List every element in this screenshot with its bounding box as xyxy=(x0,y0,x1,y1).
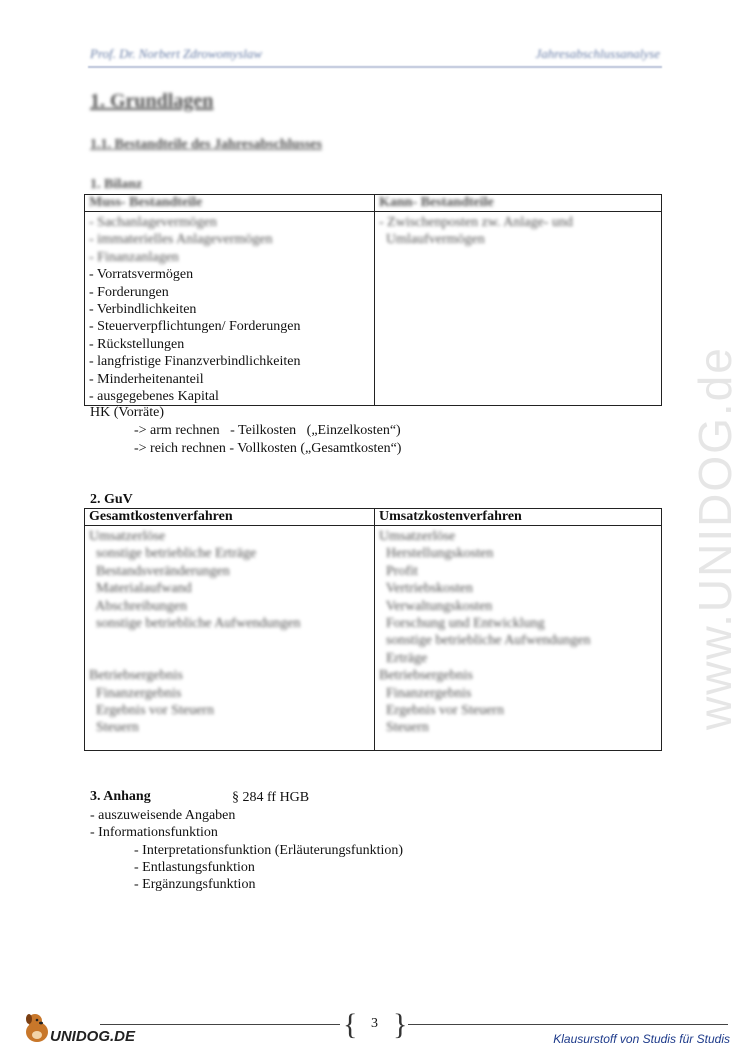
anhang-subitem: - Interpretationsfunktion (Erläuterungsfunktion) xyxy=(134,843,404,858)
guv-item-blurred: Finanzergebnis xyxy=(89,685,182,701)
bilanz-col2-cell xyxy=(375,212,662,406)
guv-item-blurred: Materialaufwand xyxy=(89,581,192,597)
guv-item-blurred: Ergebnis vor Steuern xyxy=(89,703,214,719)
guv-col1-header: Gesamtkostenverfahren xyxy=(85,509,375,526)
bilanz-item: - Rückstellungen xyxy=(89,336,185,352)
header-document-title: Jahresabschlussanalyse xyxy=(535,46,660,61)
guv-spacer xyxy=(89,632,370,649)
guv-col2-header: Umsatzkostenverfahren xyxy=(375,509,662,526)
hk-line-1: -> arm rechnen - Teilkosten („Einzelkosten“) xyxy=(134,423,401,438)
guv-item-blurred: Umsatzerlöse xyxy=(89,529,166,544)
bilanz-item: - Minderheitenanteil xyxy=(89,371,204,387)
bilanz-item-blurred: - Finanzanlagen xyxy=(89,249,179,265)
anhang-subitem: - Entlastungsfunktion xyxy=(134,860,255,875)
guv-item-blurred: Betriebsergebnis xyxy=(379,668,473,684)
guv-col1-cell xyxy=(85,526,375,751)
bilanz-item-blurred: - immaterielles Anlagevermögen xyxy=(89,232,273,248)
anhang-heading: 3. Anhang xyxy=(90,789,151,804)
footer-tagline: Klausurstoff von Studis für Studis xyxy=(553,1032,730,1046)
guv-item-blurred: Steuern xyxy=(89,720,139,736)
guv-item-blurred: Bestandsveränderungen xyxy=(89,563,230,579)
guv-item-blurred: Erträge xyxy=(379,650,428,666)
footer-line-left xyxy=(100,1024,340,1025)
guv-item-blurred: Umsatzerlöse xyxy=(379,529,456,544)
guv-item-blurred: Profit xyxy=(379,563,418,579)
page-number: 3 xyxy=(371,1016,378,1031)
guv-spacer xyxy=(89,650,370,667)
guv-item-blurred: Herstellungskosten xyxy=(379,546,494,562)
bilanz-item: - Forderungen xyxy=(89,284,169,300)
hk-line-2: -> reich rechnen - Vollkosten („Gesamtkosten“) xyxy=(134,441,402,456)
guv-item-blurred: Verwaltungskosten xyxy=(379,598,493,614)
bilanz-item: - langfristige Finanzverbindlichkeiten xyxy=(89,354,301,370)
guv-table xyxy=(84,508,662,751)
header-divider xyxy=(88,66,662,68)
section-subtitle: 1.1. Bestandteile des Jahresabschlusses xyxy=(90,137,322,152)
anhang-item: - Informationsfunktion xyxy=(90,825,218,840)
guv-item-blurred: Abschreibungen xyxy=(89,598,187,614)
guv-item-blurred: Finanzergebnis xyxy=(379,685,472,701)
bilanz-heading: 1. Bilanz xyxy=(90,177,143,192)
guv-item-blurred: Betriebsergebnis xyxy=(89,668,183,684)
guv-item-blurred: sonstige betriebliche Aufwendungen xyxy=(89,616,301,632)
footer-bracket-left: { xyxy=(343,1008,358,1041)
guv-item-blurred: Forschung und Entwicklung xyxy=(379,616,545,632)
guv-heading: 2. GuV xyxy=(90,492,133,507)
dog-logo-icon xyxy=(22,1010,52,1044)
guv-item-blurred: Ergebnis vor Steuern xyxy=(379,703,504,719)
bilanz-item: - ausgegebenes Kapital xyxy=(89,389,219,405)
page-title: 1. Grundlagen xyxy=(90,90,214,112)
bilanz-table xyxy=(84,194,662,406)
bilanz-item: - Verbindlichkeiten xyxy=(89,302,197,318)
bilanz-item-blurred: Umlaufvermögen xyxy=(379,232,485,248)
guv-item-blurred: Vertriebskosten xyxy=(379,581,473,597)
bilanz-item-blurred: - Zwischenposten zw. Anlage- und xyxy=(379,215,573,230)
hk-label: HK (Vorräte) xyxy=(90,405,164,420)
guv-col2-cell xyxy=(375,526,662,751)
footer-logo: UNIDOG.DE xyxy=(50,1028,136,1045)
anhang-law-reference: § 284 ff HGB xyxy=(232,790,310,805)
anhang-item: - auszuweisende Angaben xyxy=(90,808,236,823)
bilanz-item: - Vorratsvermögen xyxy=(89,267,194,283)
header-author: Prof. Dr. Norbert Zdrowomyslaw xyxy=(90,46,263,61)
anhang-subitem: - Ergänzungsfunktion xyxy=(134,877,256,892)
guv-item-blurred: sonstige betriebliche Aufwendungen xyxy=(379,633,591,649)
bilanz-col1-header: Muss- Bestandteile xyxy=(85,195,375,212)
bilanz-item-blurred: - Sachanlagevermögen xyxy=(89,215,217,230)
bilanz-col2-header: Kann- Bestandteile xyxy=(375,195,662,212)
footer-line-right xyxy=(408,1024,728,1025)
bilanz-item: - Steuerverpflichtungen/ Forderungen xyxy=(89,319,301,335)
guv-item-blurred: sonstige betriebliche Erträge xyxy=(89,546,257,562)
guv-item-blurred: Steuern xyxy=(379,720,429,736)
watermark: www.UNIDOG.de xyxy=(689,346,741,730)
bilanz-col1-cell xyxy=(85,212,375,406)
footer-bracket-right: } xyxy=(393,1008,408,1041)
